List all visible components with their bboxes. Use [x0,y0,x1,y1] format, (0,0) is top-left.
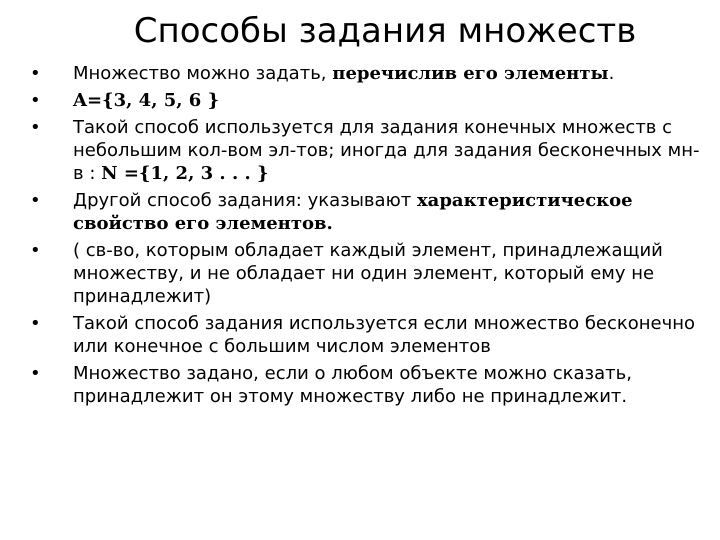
bullet-dot: • [30,240,41,261]
bullet-item-2 [30,89,700,112]
bullet-bold-text: A={3, 4, 5, 6 } [73,90,220,111]
bullet-dot: • [30,363,41,384]
bullet-bold-text: характеристическое свойство его элементов. [73,190,633,234]
bullet-item-3 [30,116,700,185]
bullet-after-text: . [608,63,615,84]
bullet-bold-text: N ={1, 2, 3 . . . } [101,163,269,184]
bullet-dot: • [30,63,41,84]
bullet-text: Другой способ задания: указывают [73,190,417,211]
bullet-dot: • [30,117,41,138]
bullet-dot: • [30,313,41,334]
bullet-dot: • [30,90,41,111]
bullet-text: Множество можно задать, [73,63,333,84]
bullet-item-5 [30,239,700,308]
slide-title: Способы задания множеств [133,11,637,51]
bullet-item-6 [30,312,700,358]
bullet-item-7 [30,362,700,408]
bullet-bold-text: перечислив его элементы [332,63,609,84]
bullet-text: Такой способ задания используется если множество бесконечно или конечное с большим числом элементов [73,313,696,357]
bullet-list [30,62,700,412]
bullet-text: Множество задано, если о любом объекте можно сказать, принадлежит он этому множеству либо не принадлежит. [73,363,632,407]
bullet-item-4 [30,189,700,235]
bullet-item-1 [30,62,700,85]
bullet-text: Такой способ используется для задания конечных множеств с небольшим кол-вом эл-тов; иногда для задания бесконечных мн-в : [73,117,700,184]
bullet-text: ( св-во, которым обладает каждый элемент, принадлежащий множеству, и не обладает ни один элемент, который ему не принадлежит) [73,240,663,307]
bullet-dot: • [30,190,41,211]
